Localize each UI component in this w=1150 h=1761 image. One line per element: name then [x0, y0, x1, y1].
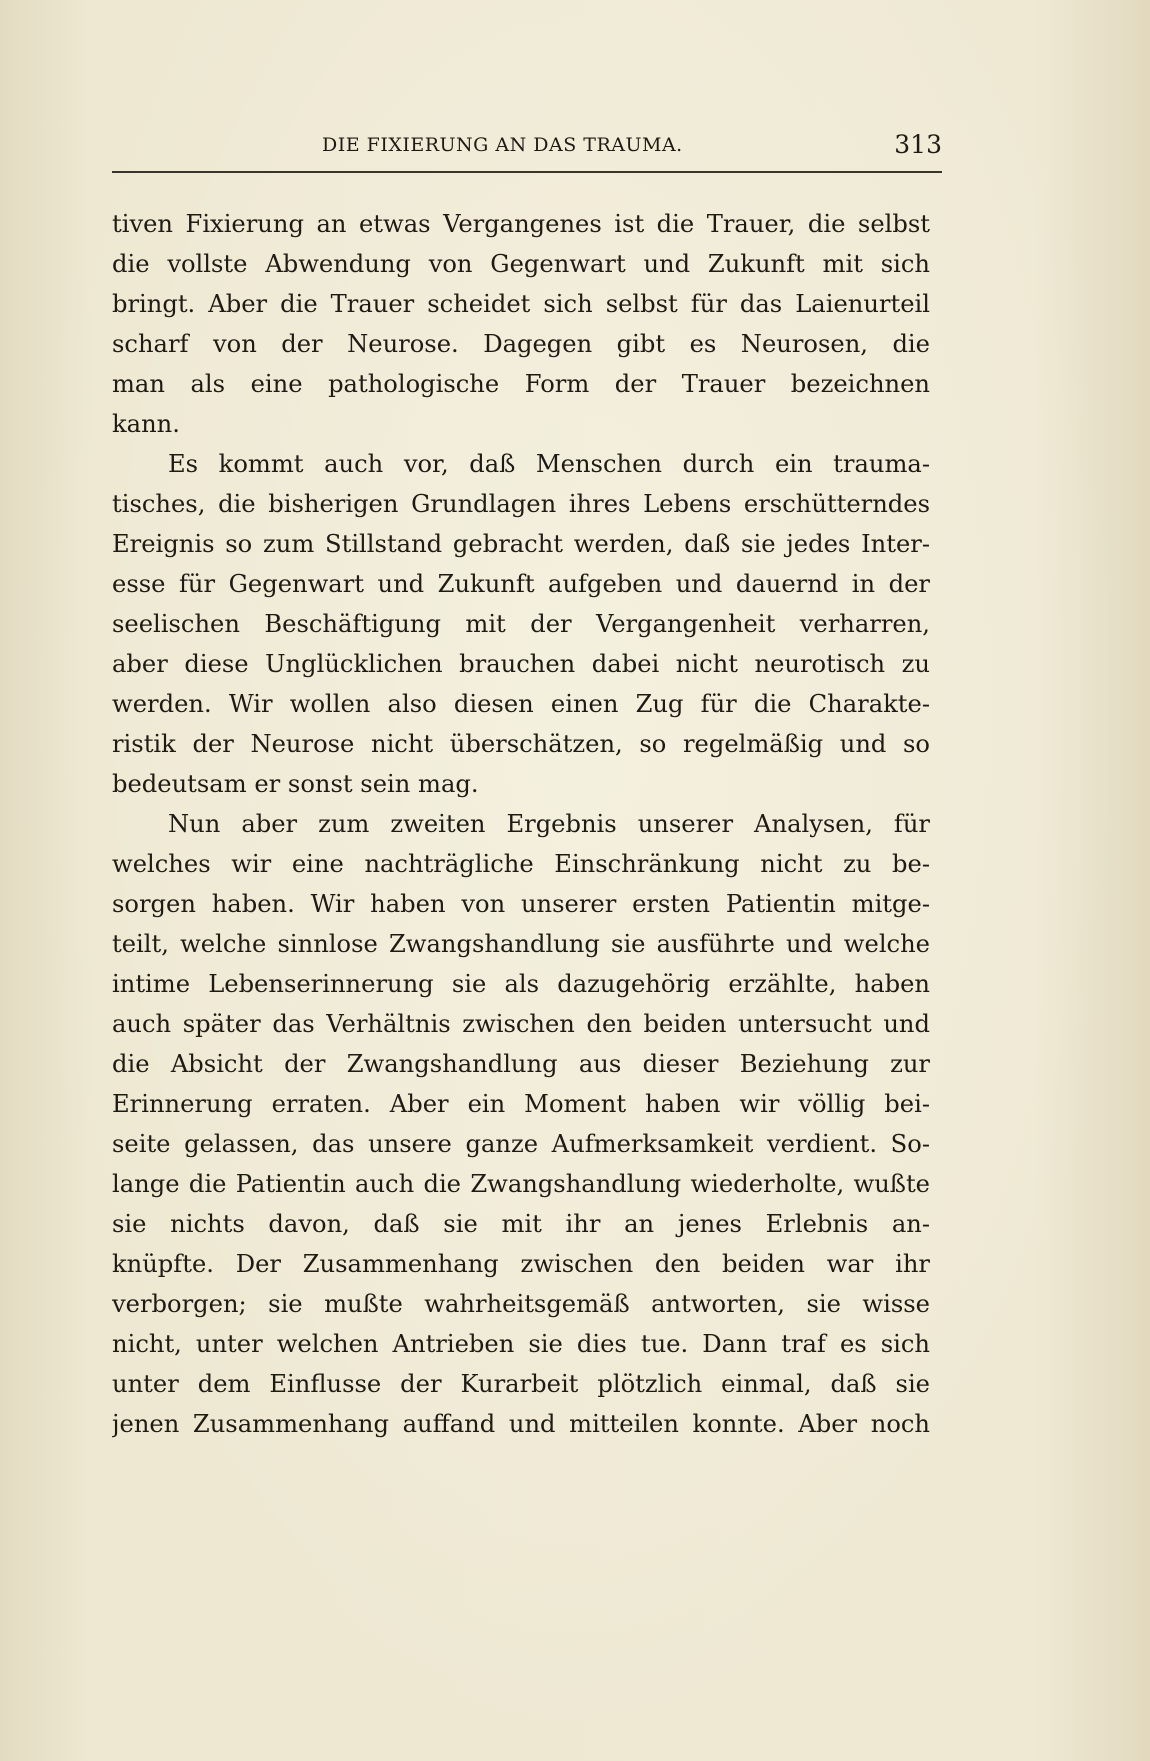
- text-line: seelischen Beschäftigung mit der Vergangenheit verharren,: [112, 610, 930, 638]
- text-line: nicht, unter welchen Antrieben sie dies tue. Dann traf es sich: [112, 1330, 930, 1358]
- text-line: bringt. Aber die Trauer scheidet sich selbst für das Laienurteil: [112, 290, 930, 318]
- text-line: die Absicht der Zwangshandlung aus dieser Beziehung zur: [112, 1050, 930, 1078]
- text-line: werden. Wir wollen also diesen einen Zug für die Charakte-: [112, 690, 930, 718]
- text-line: lange die Patientin auch die Zwangshandlung wiederholte, wußte: [112, 1170, 930, 1198]
- text-line: Ereignis so zum Stillstand gebracht werden, daß sie jedes Inter-: [112, 530, 930, 558]
- text-line: Es kommt auch vor, daß Menschen durch ein trauma-: [168, 450, 930, 478]
- text-line: tiven Fixierung an etwas Vergangenes ist die Trauer, die selbst: [112, 210, 930, 238]
- text-line: bedeutsam er sonst sein mag.: [112, 770, 479, 798]
- page-number: 313: [894, 130, 942, 159]
- text-line: sorgen haben. Wir haben von unserer ersten Patientin mitge-: [112, 890, 930, 918]
- text-line: intime Lebenserinnerung sie als dazugehörig erzählte, haben: [112, 970, 930, 998]
- page-header: [112, 130, 942, 170]
- text-line: Nun aber zum zweiten Ergebnis unserer Analysen, für: [168, 810, 930, 838]
- text-line: verborgen; sie mußte wahrheitsgemäß antworten, sie wisse: [112, 1290, 930, 1318]
- text-line: unter dem Einflusse der Kurarbeit plötzlich einmal, daß sie: [112, 1370, 930, 1398]
- text-line: scharf von der Neurose. Dagegen gibt es Neurosen, die: [112, 330, 930, 358]
- text-line: kann.: [112, 410, 180, 438]
- text-line: teilt, welche sinnlose Zwangshandlung sie ausführte und welche: [112, 930, 930, 958]
- text-line: die vollste Abwendung von Gegenwart und Zukunft mit sich: [112, 250, 930, 278]
- text-line: esse für Gegenwart und Zukunft aufgeben und dauernd in der: [112, 570, 930, 598]
- text-line: tisches, die bisherigen Grundlagen ihres Lebens erschütterndes: [112, 490, 930, 518]
- text-line: ristik der Neurose nicht überschätzen, so regelmäßig und so: [112, 730, 930, 758]
- running-head: DIE FIXIERUNG AN DAS TRAUMA.: [322, 134, 683, 156]
- text-line: seite gelassen, das unsere ganze Aufmerksamkeit verdient. So-: [112, 1130, 930, 1158]
- text-line: welches wir eine nachträgliche Einschränkung nicht zu be-: [112, 850, 930, 878]
- text-line: aber diese Unglücklichen brauchen dabei nicht neurotisch zu: [112, 650, 930, 678]
- text-line: jenen Zusammenhang auffand und mitteilen konnte. Aber noch: [112, 1410, 930, 1438]
- text-line: auch später das Verhältnis zwischen den beiden untersucht und: [112, 1010, 930, 1038]
- text-line: sie nichts davon, daß sie mit ihr an jenes Erlebnis an-: [112, 1210, 930, 1238]
- text-line: knüpfte. Der Zusammenhang zwischen den beiden war ihr: [112, 1250, 930, 1278]
- text-line: Erinnerung erraten. Aber ein Moment haben wir völlig bei-: [112, 1090, 930, 1118]
- text-line: man als eine pathologische Form der Trauer bezeichnen: [112, 370, 930, 398]
- body-text: [112, 204, 930, 1444]
- header-rule: [112, 171, 942, 173]
